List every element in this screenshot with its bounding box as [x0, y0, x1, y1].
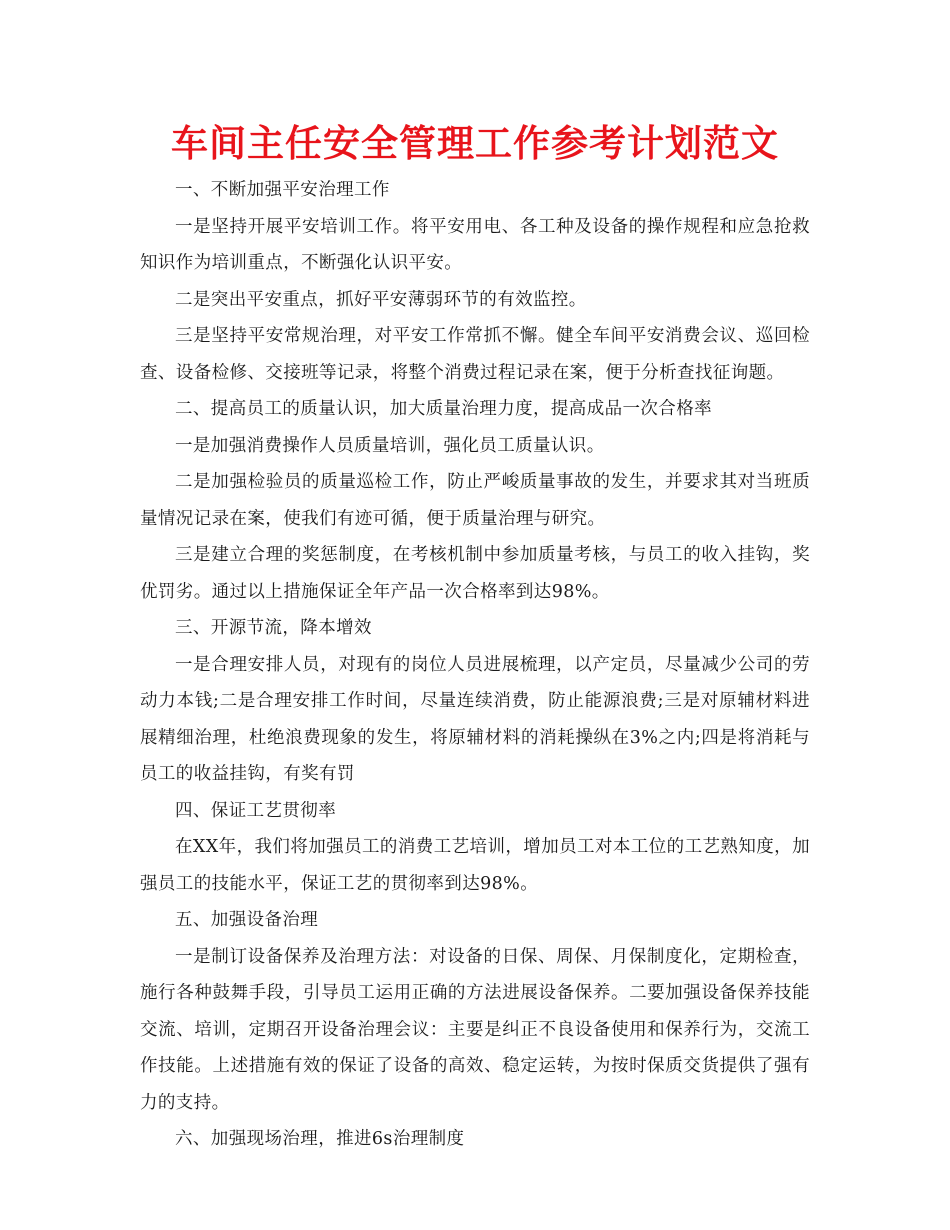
- paragraph: 二是加强检验员的质量巡检工作，防止严峻质量事故的发生，并要求其对当班质量情况记录在案，使我们有迹可循，便于质量治理与研究。: [140, 472, 810, 529]
- section-heading-2: 二、提高员工的质量认识，加大质量治理力度，提高成品一次合格率: [175, 399, 712, 419]
- paragraph: 三是坚持平安常规治理，对平安工作常抓不懈。健全车间平安消费会议、巡回检查、设备检修、交接班等记录，将整个消费过程记录在案，便于分析查找征询题。: [140, 326, 810, 383]
- section-heading-3: 三、开源节流，降本增效: [175, 618, 372, 638]
- paragraph: 在XX年，我们将加强员工的消费工艺培训，增加员工对本工位的工艺熟知度，加强员工的技能水平，保证工艺的贯彻率到达98%。: [140, 837, 810, 894]
- paragraph: 一是坚持开展平安培训工作。将平安用电、各工种及设备的操作规程和应急抢救知识作为培训重点，不断强化认识平安。: [140, 216, 810, 273]
- paragraph: 二是突出平安重点，抓好平安薄弱环节的有效监控。: [175, 289, 587, 310]
- section-heading-4: 四、保证工艺贯彻率: [175, 800, 337, 821]
- paragraph: 一是合理安排人员，对现有的岗位人员进展梳理，以产定员，尽量减少公司的劳动力本钱;二是合理安排工作时间，尽量连续消费，防止能源浪费;三是对原辅材料进展精细治理，杜绝浪费现象的发生，将原辅材料的消耗操纵在3%之内;四是将消耗与员工的收益挂钩，有奖有罚: [140, 654, 810, 784]
- section-heading-6: 六、加强现场治理，推进6s治理制度: [175, 1129, 465, 1149]
- paragraph: 一是加强消费操作人员质量培训，强化员工质量认识。: [175, 435, 605, 456]
- section-heading-1: 一、不断加强平安治理工作: [175, 180, 390, 200]
- section-heading-5: 五、加强设备治理: [175, 910, 319, 930]
- paragraph: 三是建立合理的奖惩制度，在考核机制中参加质量考核，与员工的收入挂钩，奖优罚劣。通过以上措施保证全年产品一次合格率到达98%。: [140, 545, 810, 602]
- paragraph: 一是制订设备保养及治理方法：对设备的日保、周保、月保制度化，定期检查，施行各种鼓舞手段，引导员工运用正确的方法进展设备保养。二要加强设备保养技能交流、培训，定期召开设备治理会议：主要是纠正不良设备使用和保养行为，交流工作技能。上述措施有效的保证了设备的高效、稳定运转，为按时保质交货提供了强有力的支持。: [140, 946, 810, 1113]
- document-title: 车间主任安全管理工作参考计划范文: [171, 122, 779, 165]
